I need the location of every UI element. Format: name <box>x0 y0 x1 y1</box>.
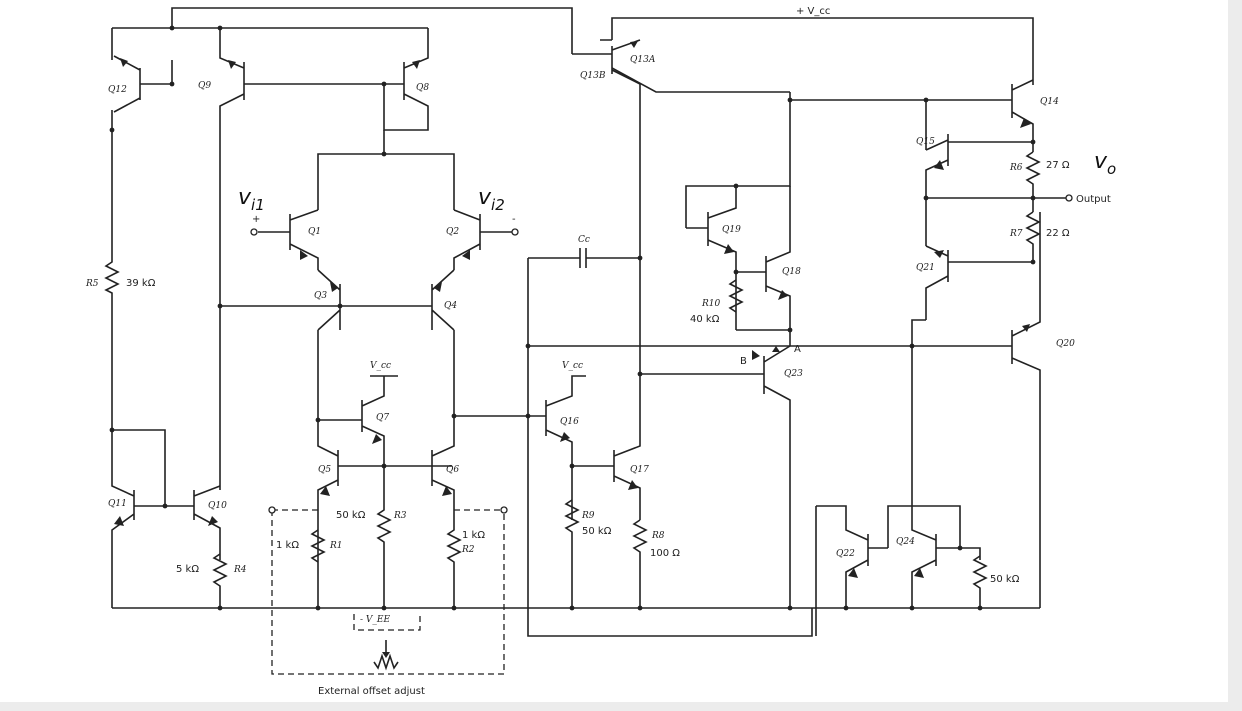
r3-label: R3 <box>394 511 407 521</box>
r2-value: 1 kΩ <box>462 530 485 541</box>
r7-label: R7 <box>1010 229 1023 239</box>
r-q24-value: 50 kΩ <box>990 574 1020 585</box>
q15-label: Q15 <box>916 137 935 147</box>
r1-value: 1 kΩ <box>276 540 299 551</box>
q21-label: Q21 <box>916 263 935 273</box>
q18-label: Q18 <box>782 267 801 277</box>
q17-transistor <box>572 374 640 520</box>
q22-transistor <box>816 506 888 636</box>
vcc-top-label: + V_cc <box>796 6 831 17</box>
q5-label: Q5 <box>318 465 332 475</box>
vcc-q16-label: V_cc <box>562 361 584 371</box>
q14-label: Q14 <box>1040 97 1059 107</box>
q24-transistor <box>888 506 980 608</box>
q4-label: Q4 <box>444 301 458 311</box>
q4-transistor <box>220 270 454 420</box>
q19-transistor <box>686 92 790 330</box>
node-a-label: A <box>794 344 801 355</box>
vi2-label: $v_{i2}$ <box>478 185 505 214</box>
r9-label: R9 <box>582 511 595 521</box>
r6-value: 27 Ω <box>1046 160 1070 171</box>
r6-label: R6 <box>1010 163 1023 173</box>
r2-resistor <box>448 504 460 608</box>
q8-transistor <box>318 28 454 210</box>
output-label: Output <box>1076 194 1111 205</box>
q12-label: Q12 <box>108 85 127 95</box>
q24-label: Q24 <box>896 537 915 547</box>
q19-label: Q19 <box>722 225 741 235</box>
r4-resistor <box>214 554 226 608</box>
r6-resistor <box>1027 152 1039 212</box>
plus-sign: + <box>252 214 261 225</box>
q13-transistor <box>572 40 790 374</box>
vo-label: $v_o$ <box>1094 149 1117 178</box>
q23-label: Q23 <box>784 369 803 379</box>
r5-resistor <box>106 130 118 430</box>
cc-label: Cc <box>578 235 590 245</box>
q10-label: Q10 <box>208 501 227 511</box>
r4-value: 5 kΩ <box>176 564 199 575</box>
r-q24-resistor <box>974 556 986 608</box>
r8-resistor <box>634 520 646 608</box>
q11-label: Q11 <box>108 499 127 509</box>
q16-transistor <box>528 376 586 520</box>
q9-label: Q9 <box>198 81 212 91</box>
q20-label: Q20 <box>1056 339 1075 349</box>
offset-adjust-label: External offset adjust <box>318 686 425 697</box>
vee-label: - V_EE <box>360 615 391 625</box>
q13a-label: Q13A <box>630 55 656 65</box>
q6-label: Q6 <box>446 465 460 475</box>
q13b-label: Q13B <box>580 71 606 81</box>
node-b-label: B <box>740 356 747 367</box>
r3-value: 50 kΩ <box>336 510 366 521</box>
q17-label: Q17 <box>630 465 649 475</box>
r3-resistor <box>378 466 390 608</box>
q1-transistor <box>251 210 318 270</box>
junction-dots <box>110 26 1036 611</box>
r10-value: 40 kΩ <box>690 314 720 325</box>
q22-label: Q22 <box>836 549 855 559</box>
q2-transistor <box>454 210 518 270</box>
q3-label: Q3 <box>314 291 328 301</box>
q20-transistor <box>790 212 1040 608</box>
q8-label: Q8 <box>416 83 430 93</box>
r8-label: R8 <box>652 531 665 541</box>
vi1-label: $v_{i1}$ <box>238 185 265 214</box>
r2-label: R2 <box>462 545 475 555</box>
q10-transistor <box>165 486 220 560</box>
q12-transistor <box>112 28 172 130</box>
r4-label: R4 <box>234 565 247 575</box>
r9-value: 50 kΩ <box>582 526 612 537</box>
q21-transistor <box>912 246 1033 510</box>
q7-label: Q7 <box>376 413 390 423</box>
cc-capacitor <box>528 248 640 268</box>
r10-resistor <box>730 280 790 330</box>
r7-value: 22 Ω <box>1046 228 1070 239</box>
q23-transistor <box>528 346 790 608</box>
r10-label: R10 <box>702 299 721 309</box>
r5-label: R5 <box>86 279 99 289</box>
r1-label: R1 <box>330 541 343 551</box>
q6-transistor <box>432 416 528 504</box>
q2-label: Q2 <box>446 227 460 237</box>
r5-value: 39 kΩ <box>126 278 156 289</box>
q18-transistor <box>736 186 790 346</box>
q11-transistor <box>112 430 165 608</box>
vcc-q7-label: V_cc <box>370 361 392 371</box>
q16-label: Q16 <box>560 417 579 427</box>
r8-value: 100 Ω <box>650 548 680 559</box>
minus-sign: - <box>512 214 516 225</box>
q1-label: Q1 <box>308 227 322 237</box>
